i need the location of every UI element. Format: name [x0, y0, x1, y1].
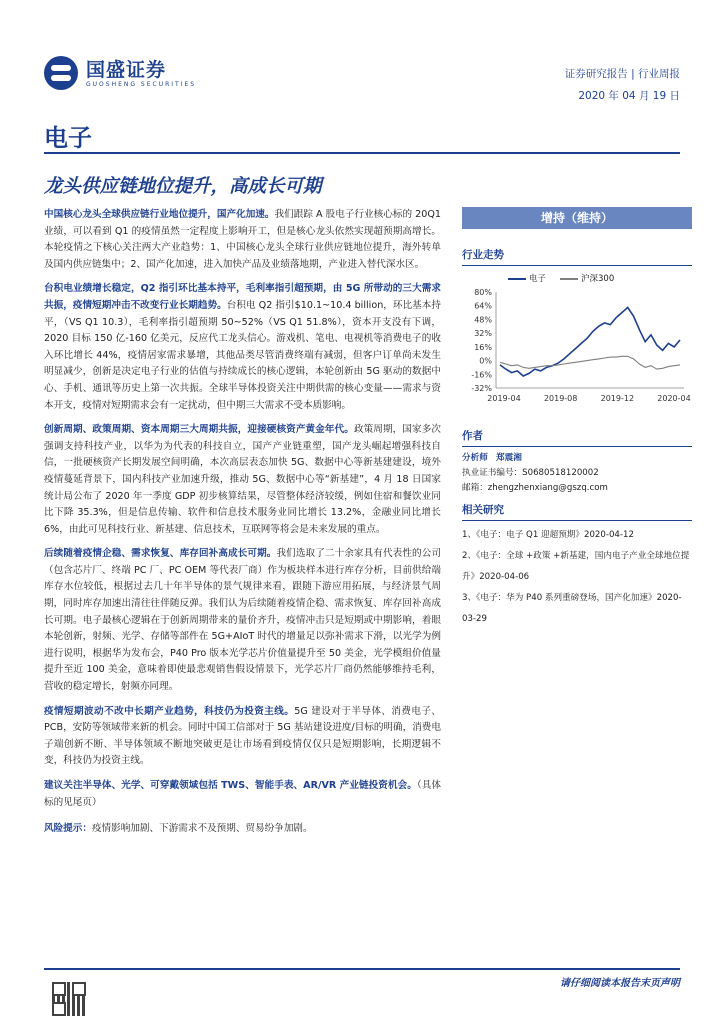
body-paragraph: [44, 422, 441, 538]
sector-title: 电子: [44, 124, 92, 152]
paragraph-lead: 后续随着疫情企稳、需求恢复、库存回补高成长可期。: [44, 548, 277, 560]
x-tick-label: 2020-04: [657, 394, 691, 403]
email-link[interactable]: zhengzhenxiang@gszq.com: [487, 483, 608, 493]
paragraph-body: （具体标的见尾页）: [44, 780, 442, 808]
research-heading: 相关研究: [462, 502, 692, 521]
y-tick-label: 48%: [474, 315, 492, 325]
legend-item-csi300: 沪深300: [560, 272, 614, 284]
report-title: 龙头供应链地位提升，高成长可期: [44, 176, 322, 197]
footer-disclaimer: 请仔细阅读本报告末页声明: [560, 978, 680, 989]
y-tick-label: 32%: [474, 329, 492, 339]
y-tick-label: 16%: [474, 342, 492, 352]
paragraph-lead: 风险提示：: [44, 823, 92, 835]
report-date: 2020 年 04 月 19 日: [578, 90, 680, 102]
body-paragraph: [44, 281, 441, 414]
body-paragraph: [44, 207, 441, 273]
license-line: 执业证书编号：S0680518120002: [462, 468, 599, 478]
logo-mark-icon: [44, 56, 78, 90]
y-tick-label: 64%: [474, 301, 492, 311]
series-line-electronics: [500, 307, 680, 376]
paragraph-body: 政策周期，国家多次强调支持科技产业，以华为为代表的科技自立，国产产业链重塑，国产龙头崛起增强科技自信，一批硬核资产长期发展空间明确，本次高层表态加快 5G、数据中心等新基建建设，境外疫情蔓延背景下，国内科技产业加速升级，推动 5G、数据中心等“新基建”，4 月 18 日国家统计局公布了 2020 年一季度 GDP 初步核算结果，尽管整体经济较缓，例如住宿和餐饮业同比下降 35.3%，但是信息传输、软件和信息技术服务业同比增长 13.2%，金融业同比增长 6%，由此可见科技行业、新基建、信息技术，互联网等将会是未来发展的重点。: [44, 424, 442, 535]
header-divider: [44, 152, 680, 154]
paragraph-lead: 中国核心龙头全球供应链行业地位提升，国产化加速。: [44, 209, 275, 220]
email-line: 邮箱：zhengzhenxiang@gszq.com: [462, 483, 608, 493]
logo-name: 国盛证券: [86, 58, 167, 81]
paragraph-body: 5G 建设对于半导体、消费电子、PCB，安防等领域带来新的机会。同时中国工信部对于 5G 基站建设进度/目标的明确，消费电子端创新不断、半导体领域不断地突破更是让市场看到疫情仅仅只是短期影响，长期逻辑不变，科技仍为投资主线。: [44, 705, 442, 767]
body-paragraph: [44, 546, 441, 695]
trend-heading: 行业走势: [462, 247, 692, 266]
qr-code-icon: [52, 982, 86, 1016]
main-body: [44, 207, 441, 846]
research-item[interactable]: 2、《电子：全球 +政策 +新基建，国内电子产业全球地位提升》2020-04-06: [462, 551, 690, 582]
x-tick-label: 2019-04: [487, 394, 521, 403]
paragraph-body: 疫情影响加剧、下游需求不及预期、贸易纷争加剧。: [91, 823, 313, 835]
body-paragraph: [44, 778, 441, 811]
research-item[interactable]: 1、《电子：电子 Q1 迎超预期》2020-04-12: [462, 530, 634, 540]
series-line-csi300: [500, 356, 680, 369]
body-paragraph: [44, 704, 441, 770]
author-heading: 作者: [462, 428, 692, 447]
x-tick-label: 2019-12: [600, 394, 635, 403]
paragraph-lead: 台积电业绩增长稳定，Q2 指引环比基本持平，毛利率指引超预期，由 5G 所带动的三大需求共振，疫情短期冲击不改变行业长期趋势。: [44, 283, 441, 311]
paragraph-lead: 创新周期、政策周期、资本周期三大周期共振，迎接硬核资产黄金年代。: [44, 424, 354, 436]
paragraph-body: 台积电 Q2 指引$10.1~10.4 billion，环比基本持平，（VS Q1 10.3），毛利率指引超预期 50~52%（VS Q1 51.8%），资本开支没有下调，2020 目标 150 亿-160 亿美元，反应代工龙头信心。游戏机、笔电、电视机等消费电子的收入环比增长 44%，疫情居家需求暴增，其他品类尽管消费终端有减弱，但客户订单尚未发生明显减少，创新是决定电子行业的估值与持续成长的核心逻辑，本轮创新由 5G 驱动的数据中心、手机、通讯等历史上第一次共振。全球半导体投资关注中期供需的核心变量——需求与资本开支，疫情对短期需求会有一定扰动，但中期三大需求不受本质影响。: [44, 299, 441, 411]
chart-legend: [508, 272, 692, 284]
paragraph-lead: 建议关注半导体、光学、可穿戴领域包括 TWS、智能手表、AR/VR 产业链投资机会。: [44, 780, 417, 791]
report-type: 证券研究报告 | 行业周报: [564, 68, 680, 80]
y-tick-label: 80%: [474, 288, 492, 297]
risk-warning: [44, 821, 441, 838]
x-tick-label: 2019-08: [543, 394, 578, 403]
y-tick-label: 0%: [479, 356, 492, 366]
legend-item-electronics: 电子: [508, 272, 546, 284]
paragraph-body: 我们选取了二十余家具有代表性的公司（包含芯片厂、终端 PC 厂、PC OEM 等代表厂商）作为板块样本进行库存分析，目前供给端库存水位较低，根据过去几十年半导体的景气规律来看，跟随下游应用拓展，与经济景气周期，同时库存加速出清往往伴随反弹。我们认为后续随着疫情企稳、需求恢复、库存回补高成长可期。电子最核心逻辑在于创新周期带来的量价齐升，疫情冲击只是短期或中期影响，着眼本轮创新，射频、光学、存储等部件在 5G+AIoT 时代的增量足以弥补需求下滑，以光学为例进行说明，根据华为发布会，P40 Pro 版本光学芯片价值量提升至 50 美金，光学模组价值量提升至近 100 美金，意味着即使最悲观销售假设情景下，光学芯片厂商仍然能够维持毛利，营收的稳定增长，射频亦同理。: [44, 548, 442, 693]
trend-chart: [462, 284, 692, 414]
rating-badge: 增持（维持）: [462, 207, 692, 229]
analyst-line: 分析师 郑震湘: [462, 453, 522, 463]
y-tick-label: -32%: [471, 384, 492, 393]
paragraph-lead: 疫情短期波动不改中长期产业趋势，科技仍为投资主线。: [44, 705, 295, 717]
footer-divider: [44, 968, 680, 970]
research-item[interactable]: 3、《电子：华为 P40 系列重磅登场，国产化加速》2020-03-29: [462, 593, 682, 624]
sidebar: [462, 207, 692, 630]
logo-english: GUOSHENG SECURITIES: [86, 80, 197, 88]
company-logo: [44, 56, 196, 90]
y-tick-label: -16%: [471, 370, 492, 380]
paragraph-body: 我们跟踪 A 股电子行业核心标的 20Q1 业绩，可以看到 Q1 的疫情虽然一定程度上影响开工，但是核心龙头依然实现超预期高增长。本轮疫情之下核心关注两大产业趋势：1、中国核心龙头全球行业供应链地位提升，海外转单及国内供应链集中；2、国产化加速，进入加快产品及业绩落地期，产业进入替代深水区。: [44, 209, 442, 270]
